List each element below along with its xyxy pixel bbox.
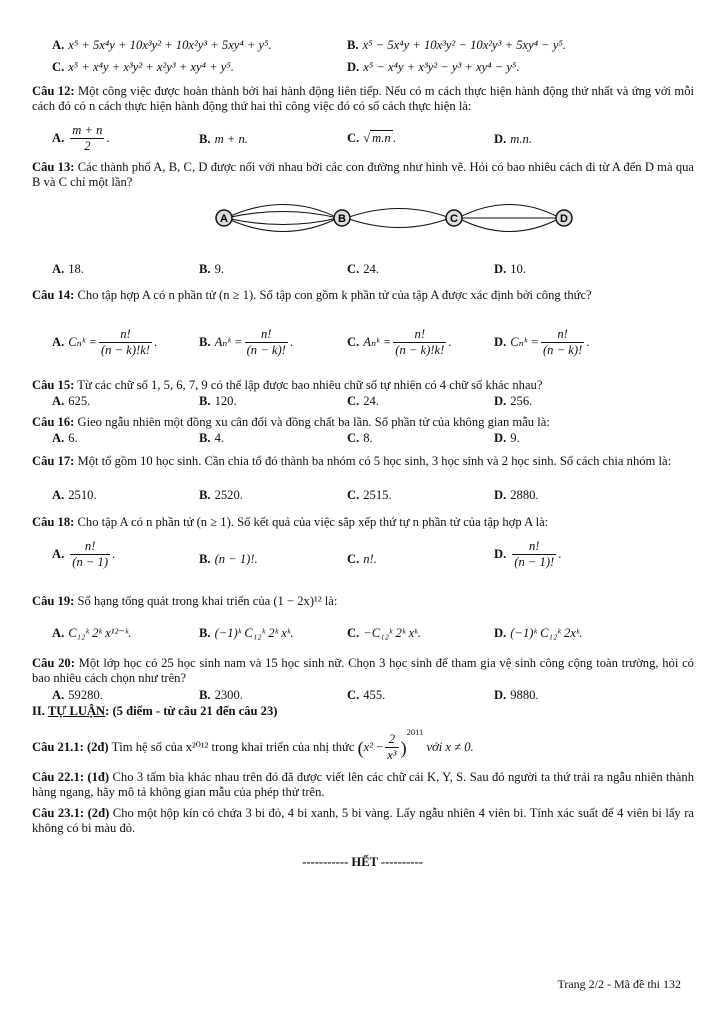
road-diagram	[210, 203, 580, 233]
question-18: Câu 18: Cho tập A có n phần tử (n ≥ 1). Số kết quả của việc sắp xếp thứ tự n phần tử của tập hợp A là:	[32, 515, 549, 529]
q18-options	[32, 540, 694, 580]
question-13: Câu 13: Các thành phố A, B, C, D được nối với nhau bởi các con đường như hình vẽ. Hỏi có bao nhiêu cách đi từ A đến D mà qua B và C chỉ một lần?	[32, 160, 695, 190]
q20-option-c[interactable]: C. 455.	[347, 688, 386, 702]
question-21: Câu 21.1: (2đ) Tìm hệ số của x²⁰¹² trong khai triển của nhị thức (x² − $\frac{2}{\text{x³}}$ )$^{2011}$ với x ≠ 0.	[32, 727, 474, 762]
svg-text:B: B	[338, 213, 346, 225]
q15-option-b[interactable]: B. 120.	[199, 394, 237, 408]
roads-c-d	[458, 205, 560, 232]
svg-text:A: A	[220, 213, 228, 225]
node-b	[334, 210, 350, 226]
question-12: Câu 12: Một công việc được hoàn thành bởi hai hành động liên tiếp. Nếu có m cách thực hiện hành động thứ nhất và ứng với mỗi cách đó có n cách thực hiện hành động thứ hai thì công việc đó có số cách thực hiện là:	[32, 84, 694, 114]
q17-option-d[interactable]: D. 2880.	[494, 488, 539, 502]
q19-option-d[interactable]: D. (−1)ᵏ C₁₂ᵏ 2xᵏ.	[494, 626, 583, 640]
q16-option-b[interactable]: B. 4.	[199, 431, 225, 445]
q13-options	[32, 262, 694, 280]
q14-options	[32, 328, 694, 368]
q19-option-a[interactable]: A. C₁₂ᵏ 2ᵏ x¹²⁻ᵏ.	[52, 626, 132, 640]
q16-option-a[interactable]: A. 6.	[52, 431, 78, 445]
q11-option-c[interactable]: C. x⁵ + x⁴y + x³y² + x²y³ + xy⁴ + y⁵.	[52, 60, 234, 74]
q11-option-b[interactable]: B. x⁵ − 5x⁴y + 10x³y² − 10x²y³ + 5xy⁴ − y⁵.	[347, 38, 566, 52]
svg-text:D: D	[560, 213, 568, 225]
section-2-heading: II. TỰ LUẬN: (5 điểm - từ câu 21 đến câu 23)	[32, 704, 278, 718]
q20-option-d[interactable]: D. 9880.	[494, 688, 539, 702]
q17-option-b[interactable]: B. 2520.	[199, 488, 243, 502]
node-d	[556, 210, 572, 226]
roads-a-b	[226, 205, 338, 232]
q19-options	[32, 626, 694, 644]
q13-option-c[interactable]: C. 24.	[347, 262, 379, 276]
q12-options	[32, 120, 694, 156]
q16-option-d[interactable]: D. 9.	[494, 431, 520, 445]
q11-option-a[interactable]: A. x⁵ + 5x⁴y + 10x³y² + 10x²y³ + 5xy⁴ + y⁵.	[52, 38, 272, 52]
q14-option-c[interactable]: C. Aₙᵏ = $\frac{n!}{(n - k)!k!}$ .	[347, 327, 452, 357]
q12-option-c[interactable]: C. √ m.n .	[347, 131, 396, 145]
q13-option-a[interactable]: A. 18.	[52, 262, 84, 276]
q13-option-d[interactable]: D. 10.	[494, 262, 526, 276]
svg-text:C: C	[450, 213, 458, 225]
q14-option-b[interactable]: B. Aₙᵏ = $\frac{n!}{(n - k)!}$ .	[199, 327, 293, 357]
q15-options	[32, 394, 694, 412]
question-15: Câu 15: Từ các chữ số 1, 5, 6, 7, 9 có thể lập được bao nhiêu chữ số tự nhiên có 4 chữ số khác nhau?	[32, 378, 543, 392]
q20-option-b[interactable]: B. 2300.	[199, 688, 243, 702]
roads-b-c	[346, 209, 450, 228]
q18-option-a[interactable]: A. $\frac{n!}{(n - 1)}$ .	[52, 539, 116, 569]
q15-option-d[interactable]: D. 256.	[494, 394, 533, 408]
q14-option-a[interactable]: A. Cₙᵏ = $\frac{n!}{(n - k)!k!}$ .	[52, 327, 158, 357]
q19-option-c[interactable]: C. −C₁₂ᵏ 2ᵏ xᵏ.	[347, 626, 421, 640]
end-marker: ----------- HẾT ----------	[302, 855, 423, 869]
q17-option-c[interactable]: C. 2515.	[347, 488, 392, 502]
q14-option-d[interactable]: D. Cₙᵏ = $\frac{n!}{(n - k)!}$ .	[494, 327, 590, 357]
question-22: Câu 22.1: (1đ) Cho 3 tấm bìa khác nhau trên đó đã được viết lên các chữ cái K, Y, S. Sau đó người ta thứ trải ra ngẫu nhiên thành hàng ngang, hãy mô tả không gian mẫu của phép thử trên.	[32, 770, 694, 800]
q11-options	[32, 38, 694, 78]
q15-option-a[interactable]: A. 625.	[52, 394, 91, 408]
q12-option-d[interactable]: D. m.n.	[494, 132, 532, 146]
question-17: Câu 17: Một tổ gồm 10 học sinh. Cần chia tổ đó thành ba nhóm có 5 học sinh, 3 học sinh và 2 học sinh. Số cách chia nhóm là:	[32, 454, 672, 468]
question-14: Câu 14: Cho tập hợp A có n phần tử (n ≥ 1). Số tập con gồm k phần tử của tập A được xác định bởi công thức?	[32, 288, 592, 302]
node-c	[446, 210, 462, 226]
question-19: Câu 19: Số hạng tổng quát trong khai triển của (1 − 2x)¹² là:	[32, 594, 338, 608]
q16-options	[32, 431, 694, 449]
q17-option-a[interactable]: A. 2510.	[52, 488, 97, 502]
question-16: Câu 16: Gieo ngẫu nhiên một đồng xu cân đối và đồng chất ba lần. Số phần tử của không gian mẫu là:	[32, 415, 550, 429]
question-23: Câu 23.1: (2đ) Cho một hộp kín có chứa 3 bi đỏ, 4 bi xanh, 5 bi vàng. Lấy ngẫu nhiên 4 viên bi. Tính xác suất để 4 viên bi lấy ra không có bi màu đỏ.	[32, 806, 694, 836]
q18-option-b[interactable]: B. (n − 1)!.	[199, 552, 258, 566]
q11-option-d[interactable]: D. x⁵ − x⁴y + x³y² − y³ + xy⁴ − y⁵.	[347, 60, 520, 74]
q19-option-b[interactable]: B. (−1)ᵏ C₁₂ᵏ 2ᵏ xᵏ.	[199, 626, 294, 640]
q18-option-d[interactable]: D. $\frac{n!}{(n - 1)!}$ .	[494, 539, 562, 569]
q12-option-b[interactable]: B. m + n.	[199, 132, 248, 146]
q12-option-a[interactable]: A. $\frac{m + n}{2}$ .	[52, 123, 110, 153]
page-footer: Trang 2/2 - Mã đề thi 132	[557, 977, 681, 991]
q15-option-c[interactable]: C. 24.	[347, 394, 379, 408]
node-a	[216, 210, 232, 226]
q17-options	[32, 488, 694, 506]
q16-option-c[interactable]: C. 8.	[347, 431, 373, 445]
q13-option-b[interactable]: B. 9.	[199, 262, 225, 276]
q18-option-c[interactable]: C. n!.	[347, 552, 377, 566]
question-20: Câu 20: Một lớp học có 25 học sinh nam và 15 học sinh nữ. Chọn 3 học sinh để tham gia vệ sinh công cộng toàn trường, hỏi có bao nhiêu cách chọn như trên?	[32, 656, 694, 686]
q20-option-a[interactable]: A. 59280.	[52, 688, 103, 702]
